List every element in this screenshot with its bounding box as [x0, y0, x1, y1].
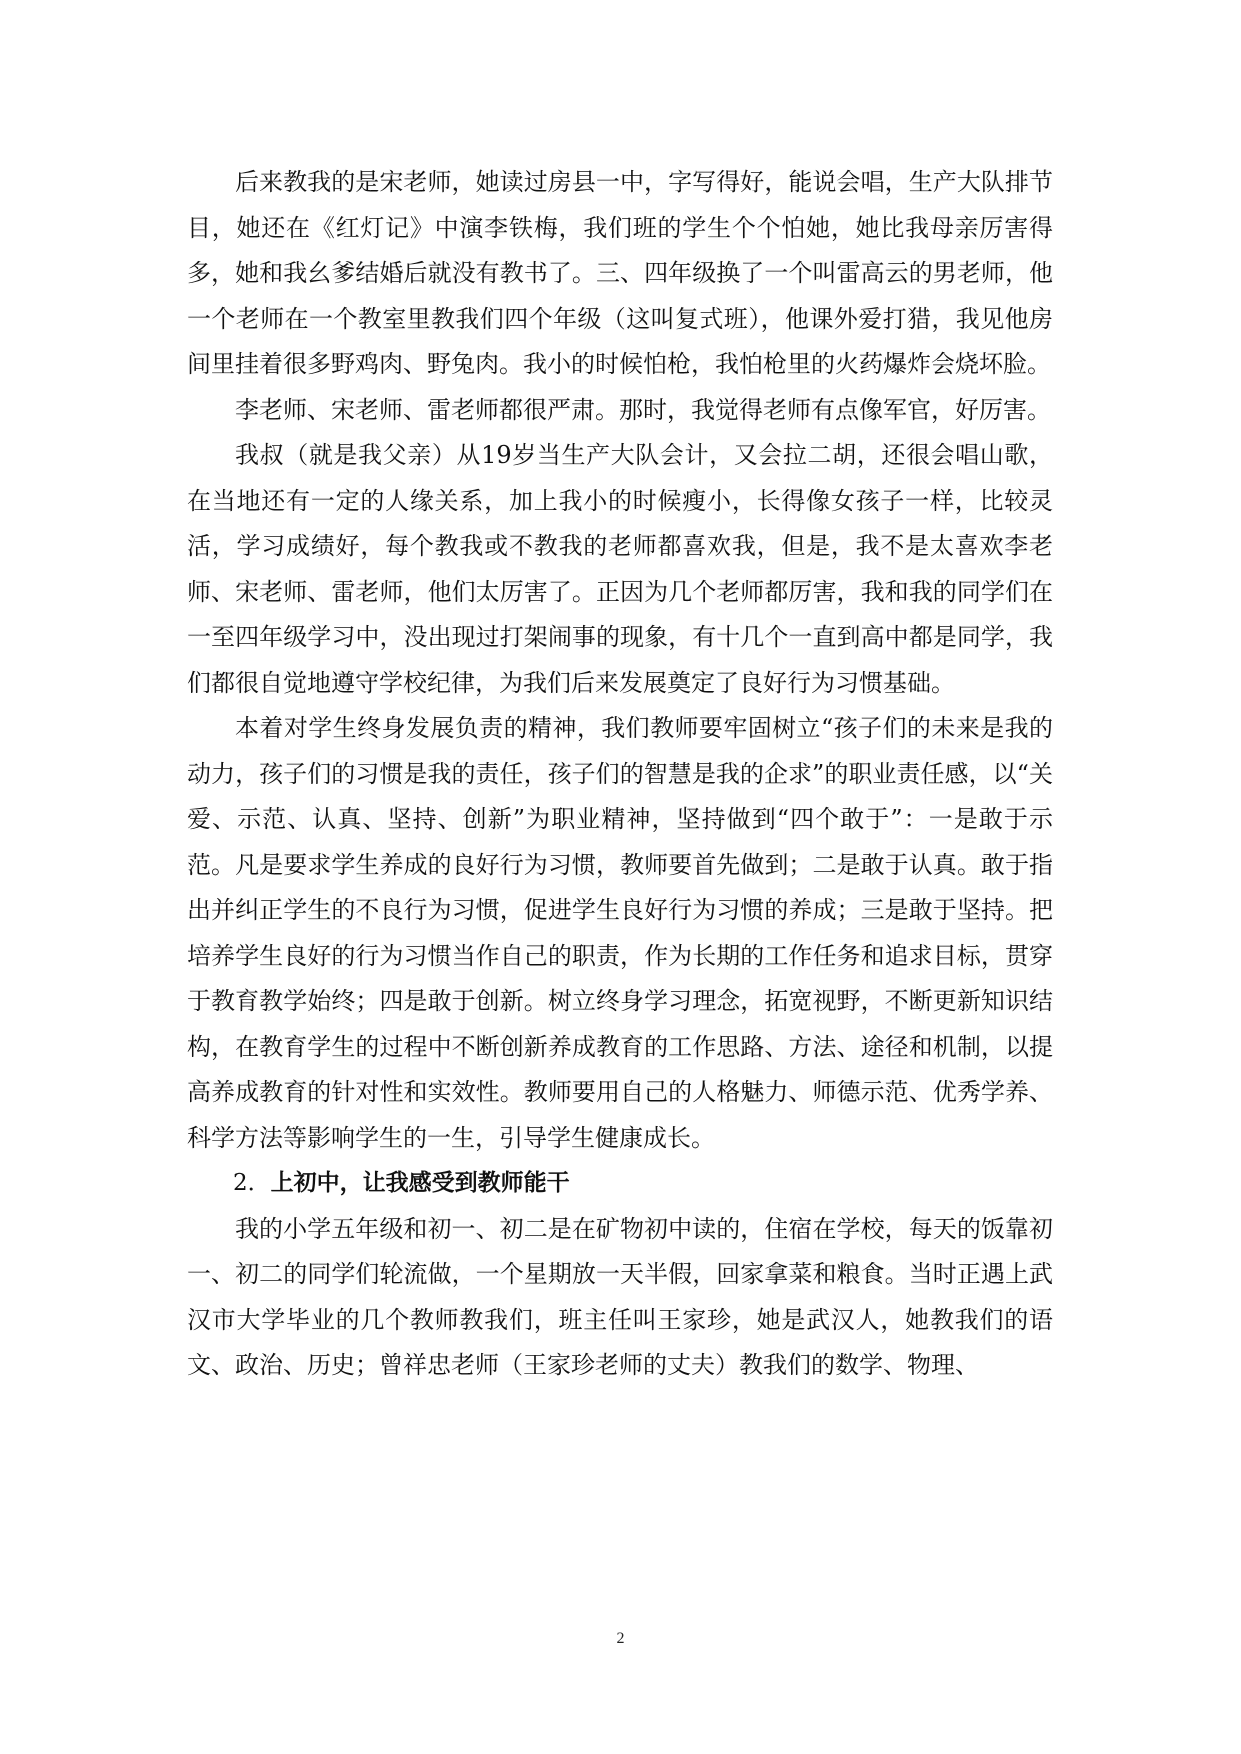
- paragraph-junior-high: 我的小学五年级和初一、初二是在矿物初中读的，住宿在学校，每天的饭靠初一、初二的同学们轮流做，一个星期放一天半假，回家拿菜和粮食。当时正遇上武汉市大学毕业的几个教师教我们，班主任叫王家珍，她是武汉人，她教我们的语文、政治、历史；曾祥忠老师（王家珍老师的丈夫）教我们的数学、物理、: [187, 1214, 1053, 1379]
- paragraph-teacher-song: 后来教我的是宋老师，她读过房县一中，字写得好，能说会唱，生产大队排节目，她还在《红灯记》中演李铁梅，我们班的学生个个怕她，她比我母亲厉害得多，她和我幺爹结婚后就没有教书了。三、四年级换了一个叫雷高云的男老师，他一个老师在一个教室里教我们四个年级（这叫复式班），他课外爱打猎，我见他房间里挂着很多野鸡肉、野兔肉。我小的时候怕枪，我怕枪里的火药爆炸会烧坏脸。: [187, 168, 1053, 378]
- section-heading-title: 上初中，让我感受到教师能干: [270, 1170, 570, 1196]
- body-text: [187, 160, 1053, 1389]
- paragraph-teacher-responsibility: 本着对学生终身发展负责的精神，我们教师要牢固树立“孩子们的未来是我的动力，孩子们的习惯是我的责任，孩子们的智慧是我的企求”的职业责任感，以“关爱、示范、认真、坚持、创新”为职业精神，坚持做到“四个敢于”：一是敢于示范。凡是要求学生养成的良好行为习惯，教师要首先做到；二是敢于认真。敢于指出并纠正学生的不良行为习惯，促进学生良好行为习惯的养成；三是敢于坚持。把培养学生良好的行为习惯当作自己的职责，作为长期的工作任务和追求目标，贯穿于教育教学始终；四是敢于创新。树立终身学习理念，拓宽视野，不断更新知识结构，在教育学生的过程中不断创新养成教育的工作思路、方法、途径和机制，以提高养成教育的针对性和实效性。教师要用自己的人格魅力、师德示范、优秀学养、科学方法等影响学生的一生，引导学生健康成长。: [187, 714, 1053, 1152]
- page-number: 2: [616, 1630, 625, 1647]
- paragraph-father: 我叔（就是我父亲）从19岁当生产大队会计，又会拉二胡，还很会唱山歌，在当地还有一定的人缘关系，加上我小的时候瘦小，长得像女孩子一样，比较灵活，学习成绩好，每个教我或不教我的老师都喜欢我，但是，我不是太喜欢李老师、宋老师、雷老师，他们太厉害了。正因为几个老师都厉害，我和我的同学们在一至四年级学习中，没出现过打架闹事的现象，有十几个一直到高中都是同学，我们都很自觉地遵守学校纪律，为我们后来发展奠定了良好行为习惯基础。: [187, 441, 1053, 697]
- paragraph-teachers-strict: 李老师、宋老师、雷老师都很严肃。那时，我觉得老师有点像军官，好厉害。: [235, 395, 1051, 424]
- section-heading-number: 2．: [233, 1170, 271, 1196]
- section-heading: [187, 1161, 1053, 1207]
